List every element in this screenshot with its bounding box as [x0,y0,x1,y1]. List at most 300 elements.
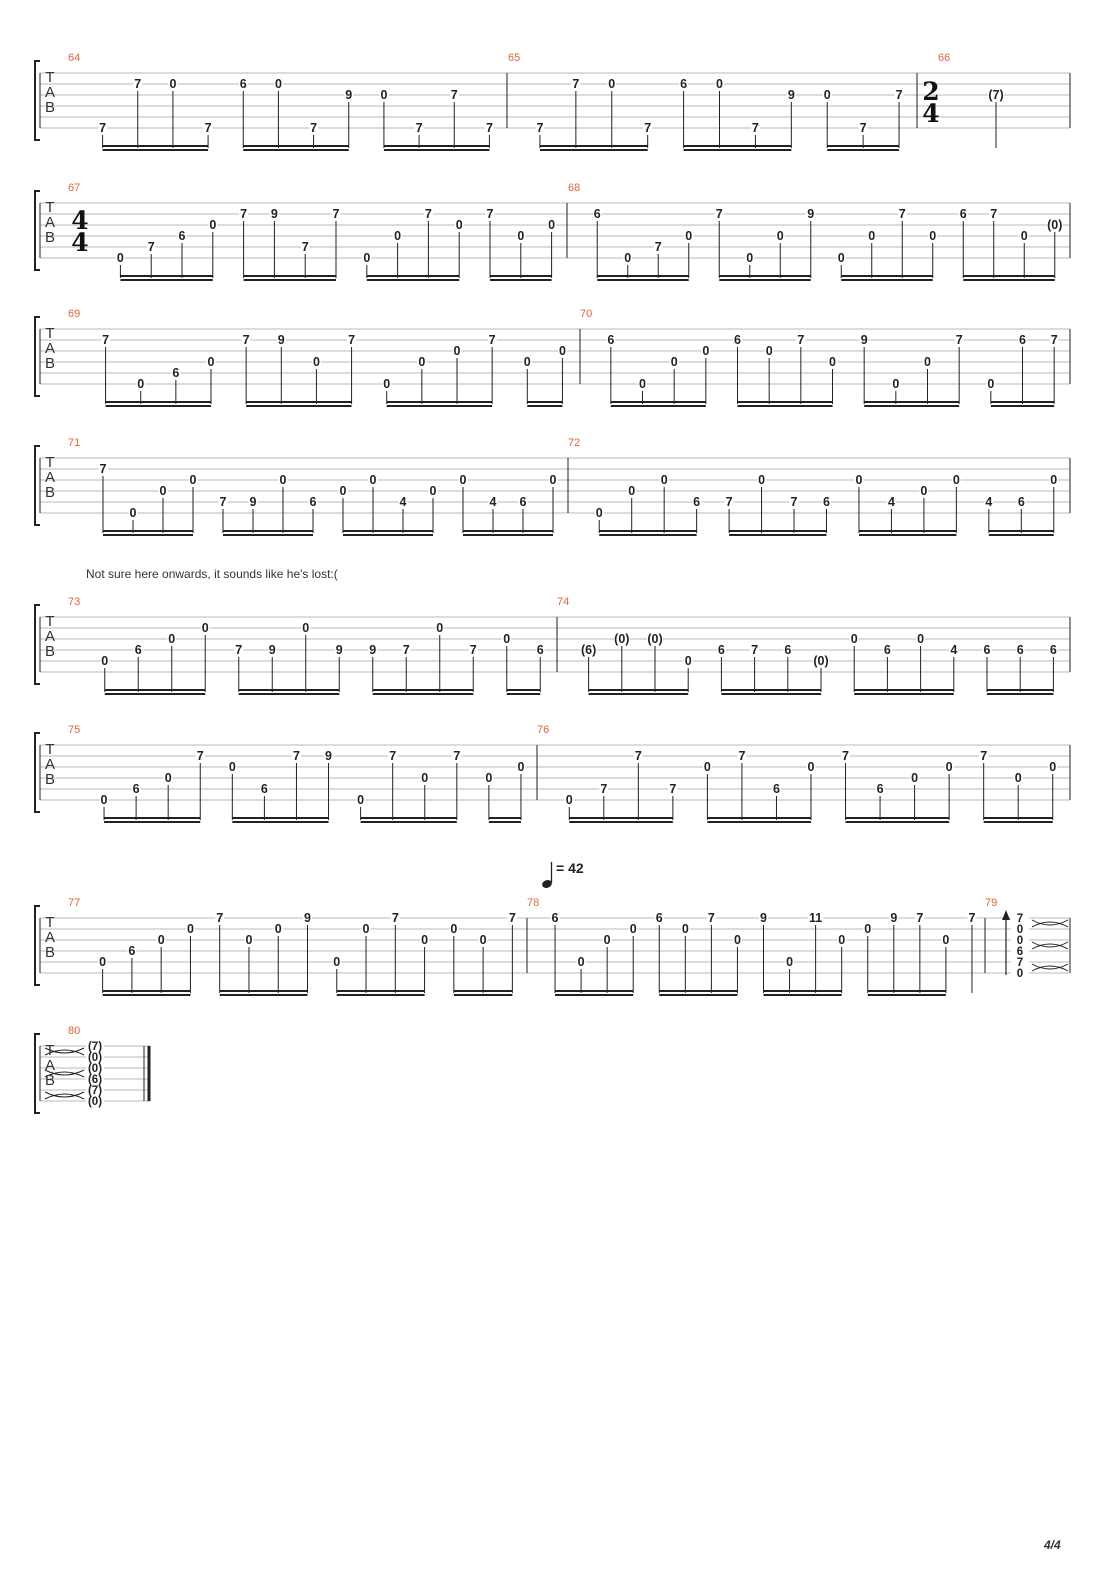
fret-number: 6 [519,495,527,509]
chord-fret: (0) [87,1096,103,1108]
fret-number: 7 [332,207,340,221]
arpeggio-arrow-icon [1002,910,1010,920]
fret-number: 0 [681,922,689,936]
fret-number: 0 [116,251,124,265]
fret-number: 0 [363,251,371,265]
fret-number: 9 [268,643,276,657]
tab-clef-b: B [44,484,56,501]
beam [103,145,209,147]
measure-number: 74 [557,596,570,608]
beam [540,149,648,151]
fret-number: 7 [485,121,493,135]
beam [738,401,833,403]
fret-number: 0 [716,77,723,91]
beam [490,275,552,277]
beam [384,149,490,151]
system-bracket [35,906,40,985]
fret-number: 0 [450,922,458,936]
fret-number: 6 [536,643,544,657]
fret-number: 7 [990,207,998,221]
fret-number: 7 [895,88,903,102]
fret-number: 7 [738,749,746,763]
beam [707,821,811,823]
beam [841,275,933,277]
fret-number: 0 [823,88,831,102]
fret-number: 6 [655,911,663,925]
tab-clef-t: T [45,199,55,216]
fret-number: 7 [99,462,107,476]
fret-number: 0 [159,484,167,498]
fret-number: 0 [279,473,287,487]
beam [721,689,821,691]
measure-number: 69 [68,308,81,320]
beam [337,994,425,996]
fret-number: 0 [685,229,693,243]
fret-number: 7 [797,333,805,347]
fret-number: 0 [850,632,858,646]
beam [489,821,521,823]
fret-number: 0 [558,344,566,358]
beam [659,990,737,992]
fret-number: 0 [333,955,341,969]
fret-number: 0 [485,771,493,785]
fret-number: 0 [786,955,794,969]
fret-number: 0 [1014,771,1022,785]
fret-number: 0 [565,793,573,807]
fret-number: 0 [164,771,172,785]
beam [343,530,433,532]
beam [599,530,696,532]
fret-number: 7 [310,121,318,135]
measure-number: 66 [938,52,951,64]
measure-number: 80 [68,1025,81,1037]
tab-clef-a: A [44,469,56,486]
fret-number: 7 [219,495,227,509]
fret-number: 0 [670,355,678,369]
fret-number: 7 [450,88,458,102]
fret-number: 9 [325,749,333,763]
fret-number: 0 [228,760,236,774]
beam [991,401,1054,403]
fret-number: 6 [607,333,615,347]
tab-clef-b: B [44,229,56,246]
fret-number: 0 [920,484,928,498]
measure-number: 72 [568,437,581,449]
beam [868,990,946,992]
fret-number: 4 [985,495,993,509]
beam [527,401,562,403]
tab-clef-b: B [44,771,56,788]
fret-number: 0 [746,251,754,265]
beam [232,821,328,823]
fret-number: 0 [628,484,636,498]
beam [387,401,492,403]
beam [223,534,313,536]
beam [987,693,1053,695]
tab-clef-a: A [44,929,56,946]
fret-number: 7 [240,207,248,221]
fret-number: 0 [369,473,377,487]
fret-number: 0 [201,621,209,635]
fret-number: 7 [536,121,544,135]
beam [120,279,212,281]
fret-number: 0 [595,506,603,520]
system-bracket [35,446,40,525]
beam [103,534,193,536]
fret-number: 6 [772,782,780,796]
fret-number: 0 [952,473,960,487]
beam [729,534,826,536]
beam [599,534,696,536]
beam [361,821,457,823]
beam [864,401,959,403]
fret-number: 7 [980,749,988,763]
fret-number: 0 [868,229,876,243]
measure-number: 76 [537,724,550,736]
beam [827,145,899,147]
measure-number: 79 [985,897,998,909]
fret-number: 9 [890,911,898,925]
fret-number: 0 [987,377,995,391]
fret-number: 0 [418,355,426,369]
chord-fret: (0) [87,1063,103,1075]
beam [864,405,959,407]
fret-number: 0 [603,933,611,947]
beam [337,990,425,992]
fret-number: 0 [837,251,845,265]
beam [232,817,328,819]
fret-number: 0 [207,355,215,369]
beam [220,994,308,996]
fret-number: 6 [680,77,688,91]
system-5 [35,605,1070,695]
beam [854,689,954,691]
time-signature-denominator: 4 [922,99,940,128]
beam [106,405,211,407]
fret-number: 0 [186,922,194,936]
fret-number: 0 [577,955,585,969]
tab-clef-a: A [44,756,56,773]
fret-number: 7 [196,749,204,763]
fret-number: 6 [717,643,725,657]
time-signature-numerator: 4 [71,206,89,235]
fret-number: 7 [600,782,608,796]
fret-number: 7 [707,911,715,925]
fret-number: 0 [855,473,863,487]
fret-number: 0 [209,218,217,232]
fret-number: 6 [1019,333,1026,347]
measure-number: 71 [68,437,81,449]
tab-clef-b: B [44,99,56,116]
beam [597,279,689,281]
chord-fret: 0 [1016,924,1024,936]
fret-number: 0 [629,922,637,936]
beam [984,821,1053,823]
fret-number: 6 [134,643,142,657]
beam [555,990,633,992]
fret-number: 0 [924,355,931,369]
tab-clef-t: T [45,914,55,931]
fret-number: 4 [887,495,895,509]
fret-number: 6 [128,944,136,958]
fret-number: 0 [137,377,145,391]
fret-number: 6 [172,366,180,380]
beam [987,689,1053,691]
fret-number: 7 [402,643,410,657]
fret-number: 0 [99,955,107,969]
fret-number: 0 [523,355,531,369]
tempo-marking: = 42 [556,860,584,876]
fret-number: 7 [1050,333,1058,347]
beam [343,534,433,536]
beam [120,275,212,277]
fret-number: 0 [765,344,773,358]
fret-number: 6 [239,77,247,91]
fret-number: 0 [479,933,487,947]
time-signature-denominator: 4 [71,228,89,257]
chord-fret: 7 [1016,957,1024,969]
fret-number: 7 [469,643,477,657]
beam [243,145,349,147]
system-bracket [35,733,40,812]
fret-number: 7 [453,749,461,763]
fret-number: 7 [751,643,759,657]
fret-number: 6 [693,495,701,509]
fret-number: 7 [216,911,224,925]
fret-number: 7 [99,121,107,135]
beam [244,279,336,281]
tab-clef-b: B [44,1072,56,1089]
fret-number: 4 [399,495,407,509]
fret-number: 7 [955,333,963,347]
fret-number: 0 [517,229,525,243]
fret-number: 0 [189,473,197,487]
fret-number: 7 [644,121,652,135]
beam [246,401,351,403]
beam [220,990,308,992]
tab-clef-t: T [45,69,55,86]
fret-number: 0 [421,771,429,785]
fret-number: 7 [669,782,677,796]
tab-clef-b: B [44,355,56,372]
fret-number: 9 [807,207,815,221]
system-bracket [35,191,40,270]
beam [507,693,541,695]
fret-number: (0) [813,654,829,668]
chord-fret: 0 [1016,968,1024,980]
beam [384,145,490,147]
beam [104,821,200,823]
system-bracket [35,61,40,140]
fret-number: 6 [132,782,140,796]
beam [859,534,956,536]
fret-number: 7 [389,749,397,763]
beam [854,693,954,695]
measure-number: 75 [68,724,81,736]
fret-number: 0 [703,760,711,774]
beam [527,405,562,407]
fret-number: 0 [157,933,165,947]
fret-number: 7 [898,207,906,221]
fret-number: 0 [1049,760,1057,774]
fret-number: 7 [508,911,516,925]
fret-number: 0 [929,229,937,243]
fret-number: 0 [942,933,950,947]
fret-number: 0 [394,229,402,243]
fret-number: 7 [790,495,798,509]
time-signature-numerator: 2 [922,77,940,106]
fret-number: 6 [260,782,268,796]
beam [373,689,474,691]
fret-number: 0 [639,377,646,391]
chord-fret: (7) [87,1041,103,1053]
fret-number: 9 [249,495,257,509]
beam [454,990,513,992]
fret-number: 0 [684,654,692,668]
fret-number: (0) [614,632,630,646]
tab-clef-t: T [45,1042,55,1059]
beam [721,693,821,695]
fret-number: 0 [245,933,253,947]
beam [764,994,842,996]
fret-number: 7 [572,77,580,91]
measure-number: 73 [68,596,81,608]
fret-number: 0 [758,473,766,487]
chord-fret: 6 [1016,946,1024,958]
fret-number: 0 [168,632,176,646]
fret-number: 7 [842,749,850,763]
measure-number: 78 [527,897,540,909]
fret-number: 7 [486,207,494,221]
beam [684,149,792,151]
fret-number: 7 [424,207,432,221]
measure-number: 67 [68,182,81,194]
beam [984,817,1053,819]
beam [963,279,1055,281]
fret-number: 6 [309,495,317,509]
fret-number: 7 [235,643,243,657]
beam [569,821,673,823]
system-1 [35,61,1070,151]
fret-number: 0 [660,473,668,487]
beam [103,990,191,992]
fret-number: 0 [911,771,919,785]
fret-number: 7 [348,333,356,347]
beam [991,405,1054,407]
page-number: 4/4 [1044,1538,1061,1552]
fret-number: 9 [860,333,868,347]
fret-number: 0 [453,344,461,358]
beam [846,817,950,819]
chord-fret: 7 [1016,913,1024,925]
beam [569,817,673,819]
beam [361,817,457,819]
beam [738,405,833,407]
fret-number: 6 [734,333,741,347]
fret-number: 0 [383,377,391,391]
beam [846,821,950,823]
fret-number: 0 [380,88,388,102]
fret-number: 0 [429,484,437,498]
fret-number: 6 [551,911,559,925]
beam [103,149,209,151]
beam [489,817,521,819]
beam [463,530,553,532]
fret-number: (0) [647,632,663,646]
beam [239,693,340,695]
beam [719,279,811,281]
fret-number: 0 [312,355,320,369]
fret-number: 0 [702,344,710,358]
fret-number: (6) [580,643,597,657]
fret-number: 0 [436,621,444,635]
beam [104,817,200,819]
fret-number: 6 [1017,495,1025,509]
beam [105,689,206,691]
fret-number: 0 [776,229,784,243]
measure-number: 65 [508,52,521,64]
chord-fret: (7) [87,1085,103,1097]
beam [707,817,811,819]
system-2 [35,191,1070,281]
fret-number: 0 [459,473,467,487]
fret-number: 0 [274,77,282,91]
fret-number: 0 [357,793,365,807]
fret-number: 9 [369,643,377,657]
beam [729,530,826,532]
system-4 [35,446,1070,536]
beam [684,145,792,147]
fret-number: (0) [1047,218,1063,232]
beam [555,994,633,996]
beam [540,145,648,147]
fret-number: 0 [838,933,846,947]
fret-number: 9 [345,88,353,102]
fret-number: 9 [270,207,278,221]
fret-number: 9 [277,333,285,347]
fret-number: 6 [178,229,186,243]
fret-number: 0 [917,632,925,646]
system-3 [35,317,1070,407]
chord-fret: 0 [1016,935,1024,947]
fret-number: 0 [829,355,836,369]
fret-number: 9 [335,643,343,657]
fret-number: 6 [1049,643,1057,657]
tab-clef-t: T [45,325,55,342]
fret-number: 0 [339,484,347,498]
beam [719,275,811,277]
chord-fret: (0) [87,1052,103,1064]
fret-number: 0 [1050,473,1058,487]
fret-number: 9 [787,88,795,102]
fret-number: 0 [302,621,310,635]
tab-clef-a: A [44,214,56,231]
fret-number: 6 [1016,643,1024,657]
beam [989,530,1054,532]
beam [589,689,689,691]
fret-number: 7 [968,911,976,925]
fret-number: 6 [959,207,967,221]
fret-number: 7 [488,333,496,347]
beam [827,149,899,151]
fret-number: 7 [242,333,250,347]
fret-number: 11 [809,911,823,925]
tab-clef-t: T [45,613,55,630]
beam [105,693,206,695]
system-bracket [35,605,40,684]
beam [223,530,313,532]
fret-number: (7) [988,88,1004,102]
